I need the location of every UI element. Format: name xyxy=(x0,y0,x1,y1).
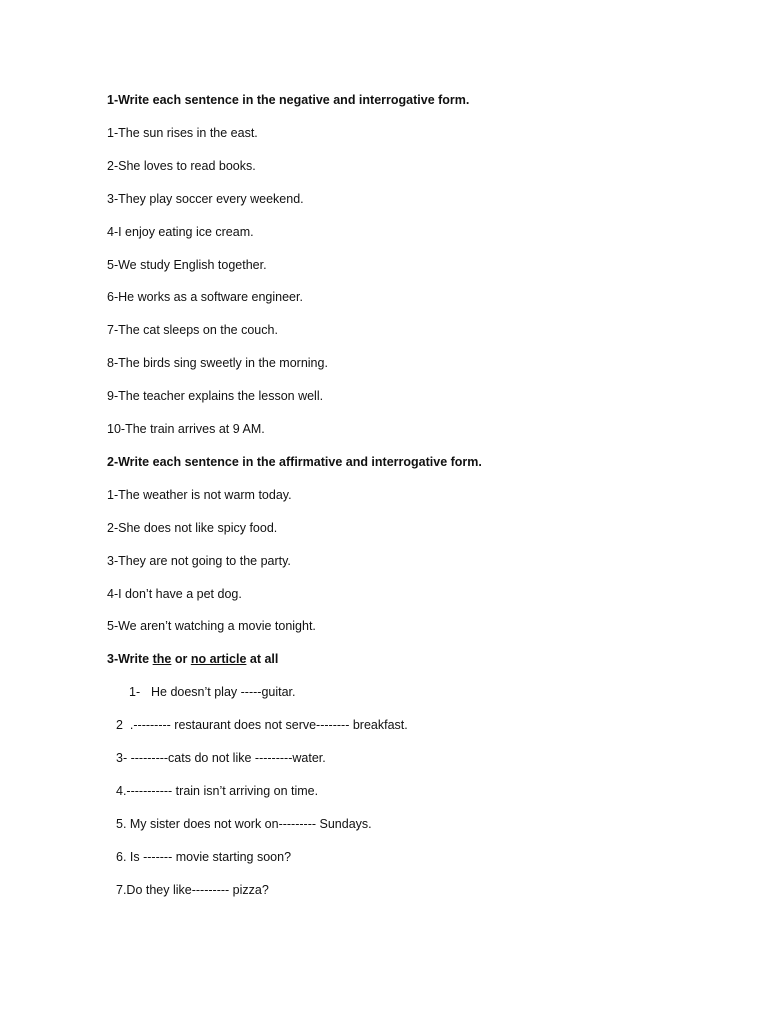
section3-item: 2 .--------- restaurant does not serve-------- breakfast. xyxy=(116,718,408,732)
section1-item: 10-The train arrives at 9 AM. xyxy=(107,422,265,436)
section3-heading-suffix: at all xyxy=(246,652,279,666)
section1-item: 5-We study English together. xyxy=(107,258,267,272)
section1-item: 7-The cat sleeps on the couch. xyxy=(107,323,278,337)
section1-item: 4-I enjoy eating ice cream. xyxy=(107,225,254,239)
section3-item: 3- ---------cats do not like ---------water. xyxy=(116,751,326,765)
section3-heading-prefix: 3-Write xyxy=(107,652,153,666)
section3-item: 5. My sister does not work on--------- Sundays. xyxy=(116,817,372,831)
section2-item: 1-The weather is not warm today. xyxy=(107,488,292,502)
section3-item-number: 1- xyxy=(129,685,141,699)
section2-item: 4-I don’t have a pet dog. xyxy=(107,587,242,601)
section1-item: 6-He works as a software engineer. xyxy=(107,290,303,304)
section3-heading-no-article: no article xyxy=(190,652,247,666)
section3-item-text: He doesn’t play -----guitar. xyxy=(151,685,296,699)
section1-item: 3-They play soccer every weekend. xyxy=(107,192,304,206)
section1-item: 8-The birds sing sweetly in the morning. xyxy=(107,356,328,370)
section2-item: 2-She does not like spicy food. xyxy=(107,521,278,535)
section1-item: 2-She loves to read books. xyxy=(107,159,256,173)
section3-heading-the: the xyxy=(152,652,172,666)
section3-heading-or: or xyxy=(171,652,191,666)
section2-heading: 2-Write each sentence in the affirmative and interrogative form. xyxy=(107,455,482,469)
section3-item xyxy=(129,684,296,700)
section3-heading xyxy=(107,651,278,667)
section3-item: 7.Do they like--------- pizza? xyxy=(116,883,269,897)
section2-item: 3-They are not going to the party. xyxy=(107,554,291,568)
section1-item: 9-The teacher explains the lesson well. xyxy=(107,389,324,403)
section2-item: 5-We aren’t watching a movie tonight. xyxy=(107,619,316,633)
section3-item: 4.----------- train isn’t arriving on time. xyxy=(116,784,319,798)
section1-item: 1-The sun rises in the east. xyxy=(107,126,258,140)
section3-item: 6. Is ------- movie starting soon? xyxy=(116,850,292,864)
section1-heading: 1-Write each sentence in the negative and interrogative form. xyxy=(107,93,470,107)
